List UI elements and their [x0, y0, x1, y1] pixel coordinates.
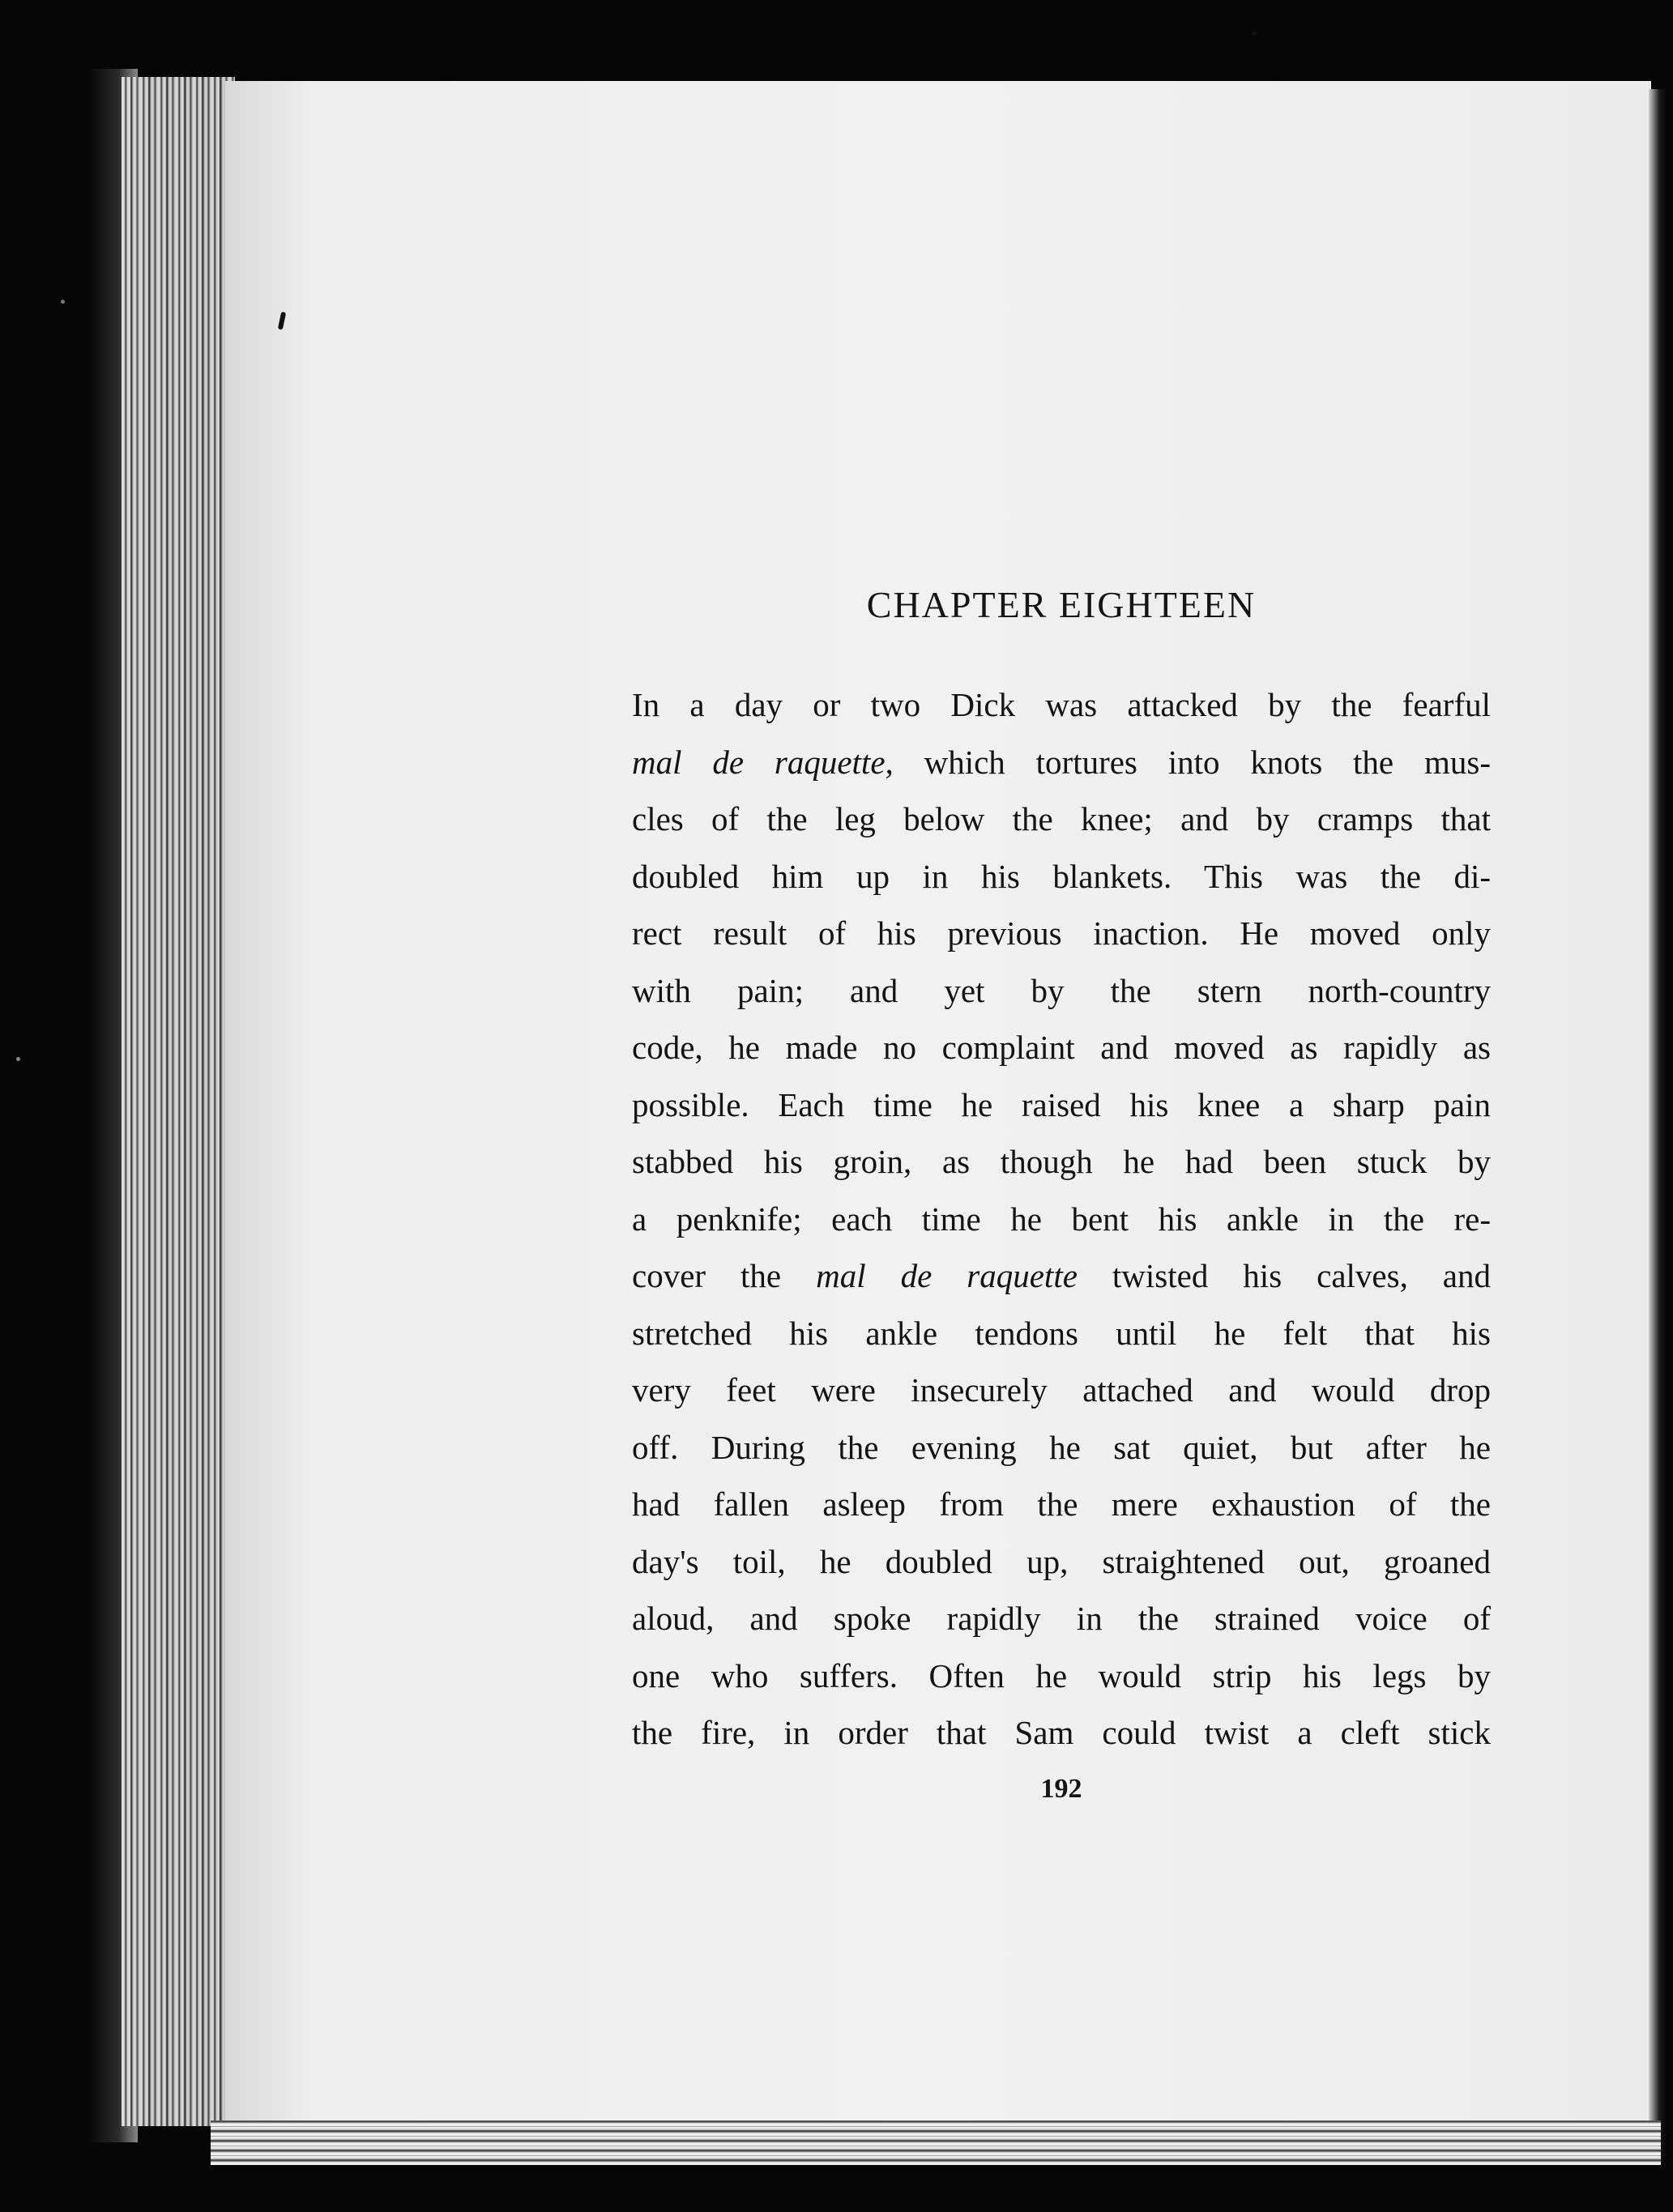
- chapter-title: CHAPTER EIGHTEEN: [866, 584, 1257, 625]
- body-text: [632, 676, 1491, 1762]
- text-line: very feet were insecurely attached and would drop: [632, 1371, 1491, 1409]
- scan-speck: [61, 300, 65, 304]
- text-line: stretched his ankle tendons until he felt that his: [632, 1314, 1491, 1352]
- text-line: aloud, and spoke rapidly in the strained voice of: [632, 1600, 1491, 1637]
- right-page-edge: [1649, 89, 1667, 2163]
- text-line: cles of the leg below the knee; and by cramps that: [632, 800, 1491, 837]
- text-line: code, he made no complaint and moved as rapidly as: [632, 1029, 1491, 1066]
- text-line: the fire, in order that Sam could twist a cleft stick: [632, 1714, 1491, 1751]
- scan-speck: [1252, 31, 1257, 36]
- text-line: mal de raquette, which tortures into knots the mus-: [632, 743, 1491, 781]
- text-line: off. During the evening he sat quiet, but after he: [632, 1428, 1491, 1466]
- text-line: doubled him up in his blankets. This was the di-: [632, 857, 1491, 895]
- text-line: day's toil, he doubled up, straightened out, groaned: [632, 1542, 1491, 1580]
- page-stack-edge: [122, 77, 235, 2126]
- text-line: In a day or two Dick was attacked by the fearful: [632, 686, 1491, 723]
- scan-speck: [16, 1057, 20, 1061]
- bottom-page-edge: [211, 2120, 1661, 2165]
- text-line: with pain; and yet by the stern north-country: [632, 971, 1491, 1009]
- text-line: cover the mal de raquette twisted his calves, and: [632, 1257, 1491, 1294]
- text-line: a penknife; each time he bent his ankle in the re-: [632, 1200, 1491, 1238]
- text-line: stabbed his groin, as though he had been stuck by: [632, 1143, 1491, 1180]
- page-number: 192: [1040, 1774, 1082, 1804]
- text-line: had fallen asleep from the mere exhaustion of the: [632, 1485, 1491, 1523]
- text-line: possible. Each time he raised his knee a sharp pain: [632, 1085, 1491, 1123]
- text-line: rect result of his previous inaction. He moved only: [632, 914, 1491, 952]
- text-line: one who suffers. Often he would strip his legs by: [632, 1656, 1491, 1694]
